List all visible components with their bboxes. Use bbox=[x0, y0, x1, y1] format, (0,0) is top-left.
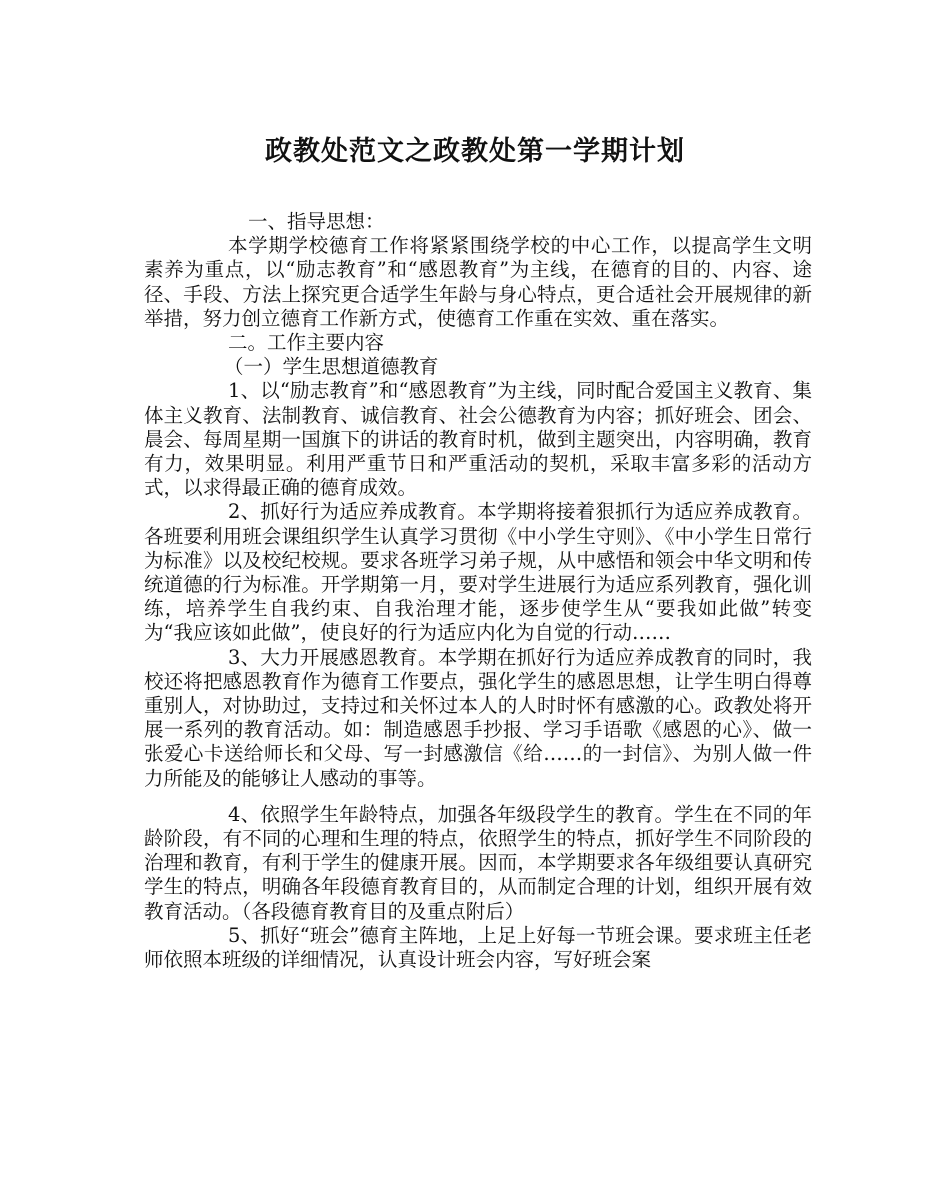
paragraph-item-2: 2、抓好行为适应养成教育。本学期将接着狠抓行为适应养成教育。各班要利用班会课组织学生认真学习贯彻《中小学生守则》、《中小学生日常行为标准》以及校纪校规。要求各班学习弟子规，从中感悟和领会中华文明和传统道德的行为标准。开学期第一月，要对学生进展行为适应系列教育，强化训练，培养学生自我约束、自我治理才能，逐步使学生从“要我如此做”转变为“我应该如此做”，使良好的行为适应内化为自觉的行动…… bbox=[144, 500, 812, 645]
subsection-heading-moral-education: （一）学生思想道德教育 bbox=[224, 355, 439, 379]
paragraph-guiding-ideology: 本学期学校德育工作将紧紧围绕学校的中心工作，以提高学生文明素养为重点，以“励志教育”和“感恩教育”为主线，在德育的目的、内容、途径、手段、方法上探究更合适学生年龄与身心特点，更合适社会开展规律的新举措，努力创立德育工作新方式，使德育工作重在实效、重在落实。 bbox=[144, 234, 812, 330]
section-heading-guiding-ideology: 一、指导思想： bbox=[248, 210, 385, 233]
paragraph-item-3: 3、大力开展感恩教育。本学期在抓好行为适应养成教育的同时，我校还将把感恩教育作为德育工作要点，强化学生的感恩思想，让学生明白得尊重别人，对协助过，支持过和关怀过本人的人时时怀有感激的心。政教处将开展一系列的教育活动。如：制造感恩手抄报、学习手语歌《感恩的心》、做一张爱心卡送给师长和父母、写一封感激信《给……的一封信》、为别人做一件力所能及的能够让人感动的事等。 bbox=[144, 645, 812, 790]
document-title: 政教处范文之政教处第一学期计划 bbox=[265, 136, 685, 167]
section-heading-main-work: 二。工作主要内容 bbox=[228, 331, 385, 355]
document-body bbox=[144, 210, 812, 972]
paragraph-item-1: 1、以“励志教育”和“感恩教育”为主线，同时配合爱国主义教育、集体主义教育、法制教育、诚信教育、社会公德教育为内容；抓好班会、团会、晨会、每周星期一国旗下的讲话的教育时机，做到主题突出，内容明确，教育有力，效果明显。利用严重节日和严重活动的契机，采取丰富多彩的活动方式，以求得最正确的德育成效。 bbox=[144, 379, 812, 500]
paragraph-item-4: 4、依照学生年龄特点，加强各年级段学生的教育。学生在不同的年龄阶段，有不同的心理和生理的特点，依照学生的特点，抓好学生不同阶段的治理和教育，有利于学生的健康开展。因而，本学期要求各年级组要认真研究学生的特点，明确各年段德育教育目的，从而制定合理的计划，组织开展有效教育活动。（各段德育教育目的及重点附后） bbox=[144, 802, 812, 923]
paragraph-item-5: 5、抓好“班会”德育主阵地，上足上好每一节班会课。要求班主任老师依照本班级的详细情况，认真设计班会内容，写好班会案 bbox=[144, 923, 812, 972]
